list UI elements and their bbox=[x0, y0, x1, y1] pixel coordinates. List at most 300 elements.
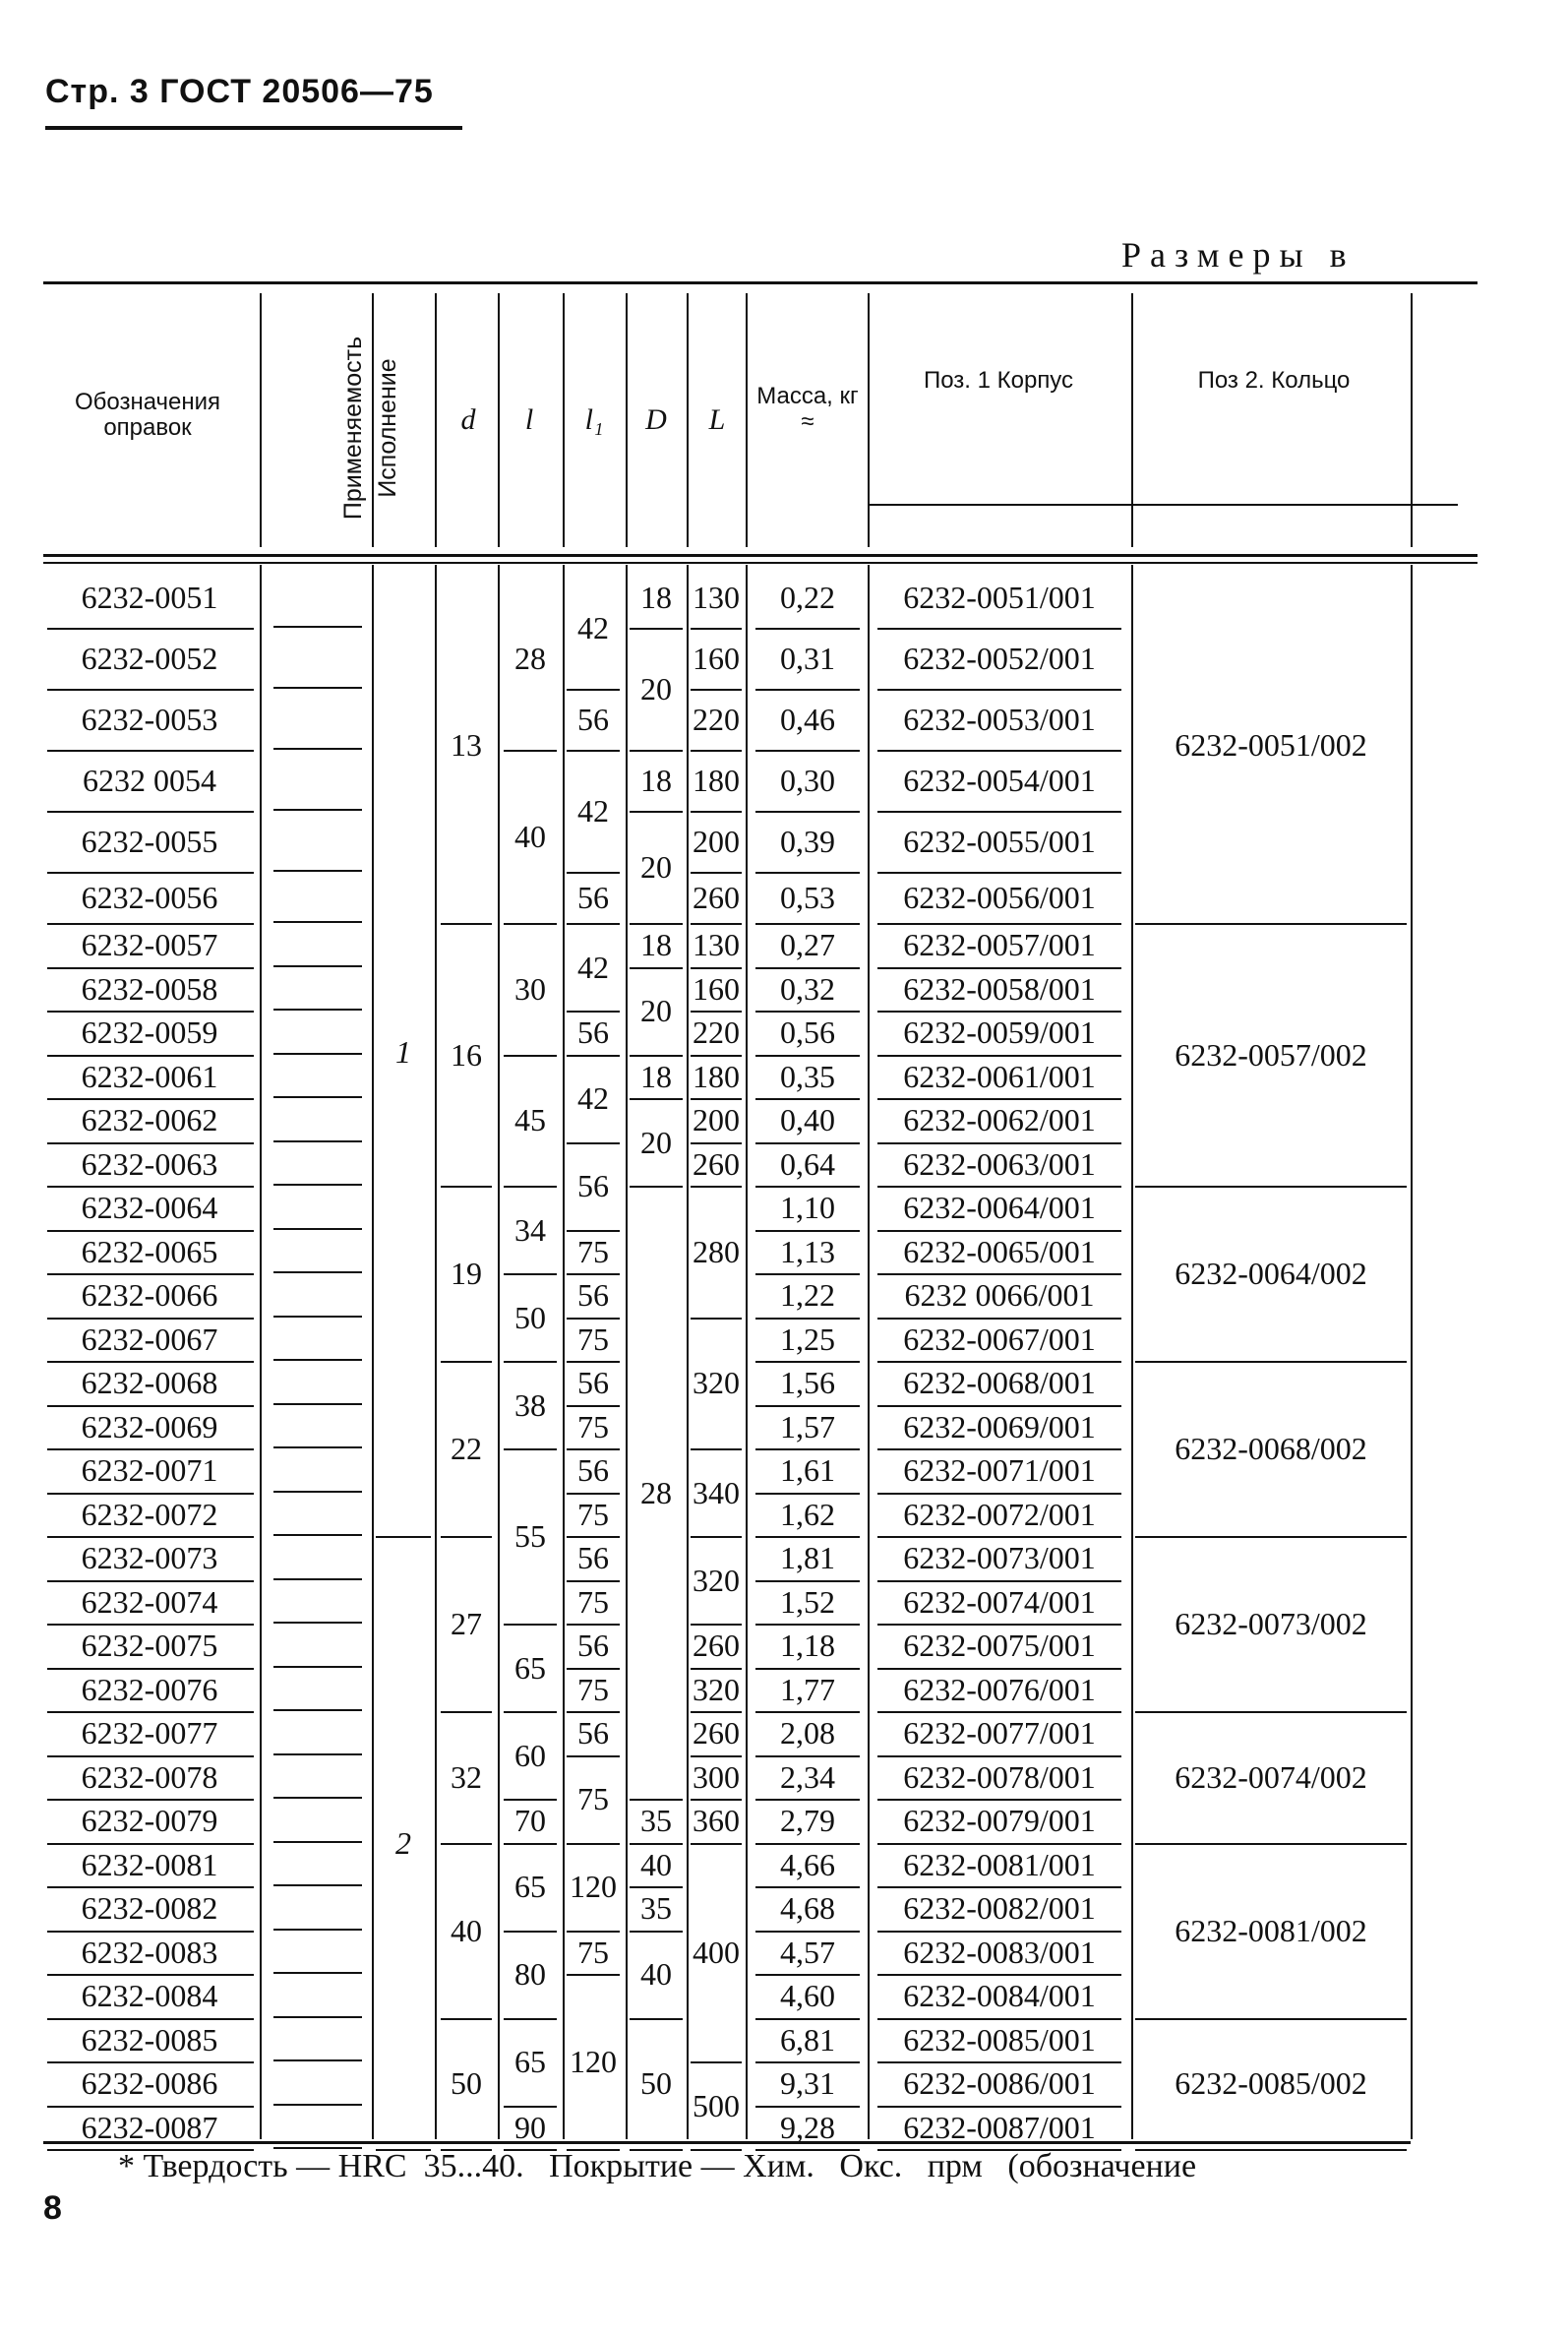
row-rule bbox=[755, 1273, 860, 1275]
col-header-applicability: Применяемость bbox=[339, 336, 367, 521]
applicability-dash bbox=[273, 1359, 362, 1361]
D-diameter-group-rule bbox=[630, 811, 683, 813]
l-cell: 40 bbox=[514, 819, 546, 854]
l-cell: 70 bbox=[514, 1803, 546, 1839]
L-length-group-rule bbox=[691, 1668, 742, 1670]
row-rule bbox=[755, 2018, 860, 2020]
mass-cell: 1,56 bbox=[780, 1365, 835, 1401]
applicability-dash bbox=[273, 1053, 362, 1055]
pos1-body-cell: 6232-0086/001 bbox=[903, 2065, 1096, 2102]
d-cell: 40 bbox=[451, 1912, 482, 1948]
L-length-group-rule bbox=[691, 1011, 742, 1013]
l1-group-rule bbox=[567, 1624, 620, 1626]
column-rule bbox=[746, 565, 748, 2139]
row-rule bbox=[877, 1098, 1121, 1100]
pos1-body-cell: 6232-0063/001 bbox=[903, 1145, 1096, 1182]
l-group-rule bbox=[504, 923, 557, 925]
row-rule bbox=[877, 1931, 1121, 1933]
mass-cell: 0,64 bbox=[780, 1145, 835, 1182]
L-length-cell: 260 bbox=[693, 1715, 740, 1751]
pos1-body-cell: 6232-0062/001 bbox=[903, 1102, 1096, 1138]
mass-cell: 0,22 bbox=[780, 580, 835, 615]
row-rule bbox=[877, 689, 1121, 691]
designation-cell: 6232-0062 bbox=[81, 1102, 218, 1138]
l-group-rule bbox=[504, 1799, 557, 1801]
designation-cell: 6232-0058 bbox=[81, 970, 218, 1007]
header-column-rule bbox=[260, 293, 262, 547]
applicability-dash bbox=[273, 1184, 362, 1186]
l1-cell: 56 bbox=[577, 1540, 609, 1576]
l1-group-rule bbox=[567, 1931, 620, 1933]
mass-cell: 1,22 bbox=[780, 1277, 835, 1314]
mass-cell: 9,28 bbox=[780, 2109, 835, 2145]
column-rule bbox=[260, 565, 262, 2139]
l1-cell: 75 bbox=[577, 1321, 609, 1357]
applicability-dash bbox=[273, 1403, 362, 1405]
L-length-cell: 180 bbox=[693, 763, 740, 798]
row-rule bbox=[877, 1405, 1121, 1407]
L-length-cell: 500 bbox=[693, 2087, 740, 2123]
row-rule bbox=[47, 1624, 254, 1626]
row-rule bbox=[47, 1011, 254, 1013]
row-rule bbox=[877, 967, 1121, 969]
l1-group-rule bbox=[567, 1055, 620, 1057]
d-cell: 19 bbox=[451, 1256, 482, 1291]
designation-cell: 6232-0085 bbox=[81, 2021, 218, 2058]
applicability-dash bbox=[273, 626, 362, 628]
pos1-body-cell: 6232-0067/001 bbox=[903, 1321, 1096, 1357]
applicability-dash bbox=[273, 1578, 362, 1580]
l1-cell: 75 bbox=[577, 1233, 609, 1269]
L-length-cell: 160 bbox=[693, 641, 740, 676]
row-rule bbox=[877, 872, 1121, 874]
row-rule bbox=[47, 1668, 254, 1670]
column-rule bbox=[435, 565, 437, 2139]
L-length-cell: 280 bbox=[693, 1233, 740, 1269]
pos2-cell: 6232-0064/002 bbox=[1175, 1256, 1367, 1291]
mass-cell: 2,79 bbox=[780, 1803, 835, 1839]
L-length-cell: 300 bbox=[693, 1758, 740, 1795]
L-length-group-rule bbox=[691, 2061, 742, 2063]
L-length-group-rule bbox=[691, 1318, 742, 1320]
mass-cell: 1,57 bbox=[780, 1408, 835, 1444]
pos1-body-cell: 6232-0064/001 bbox=[903, 1190, 1096, 1226]
row-rule bbox=[755, 923, 860, 925]
L-length-group-rule bbox=[691, 1711, 742, 1713]
row-rule bbox=[47, 628, 254, 630]
row-rule bbox=[755, 1448, 860, 1450]
col-header-version: Исполнение bbox=[374, 358, 401, 498]
l1-group-rule bbox=[567, 1493, 620, 1495]
designation-cell: 6232-0077 bbox=[81, 1715, 218, 1751]
D-diameter-group-rule bbox=[630, 1098, 683, 1100]
row-rule bbox=[877, 2061, 1121, 2063]
L-length-cell: 260 bbox=[693, 880, 740, 915]
row-rule bbox=[877, 1011, 1121, 1013]
designation-cell: 6232-0084 bbox=[81, 1978, 218, 2014]
row-rule bbox=[755, 1931, 860, 1933]
pos1-body-cell: 6232-0073/001 bbox=[903, 1540, 1096, 1576]
L-length-cell: 400 bbox=[693, 1934, 740, 1970]
row-rule bbox=[755, 628, 860, 630]
L-length-cell: 180 bbox=[693, 1058, 740, 1094]
l1-cell: 75 bbox=[577, 1671, 609, 1707]
l-cell: 38 bbox=[514, 1386, 546, 1423]
designation-cell: 6232-0066 bbox=[81, 1277, 218, 1314]
row-rule bbox=[755, 1493, 860, 1495]
footnote: * Твердость — HRC 35...40. Покрытие — Хим. Окс. прм (обозначение bbox=[118, 2148, 1197, 2184]
l-cell: 65 bbox=[514, 2044, 546, 2079]
row-rule bbox=[877, 1230, 1121, 1232]
L-length-group-rule bbox=[691, 1055, 742, 1057]
applicability-dash bbox=[273, 1666, 362, 1668]
designation-cell: 6232-0086 bbox=[81, 2065, 218, 2102]
pos2-group-rule bbox=[1135, 1843, 1407, 1845]
d-group-rule bbox=[441, 1711, 492, 1713]
pos1-body-cell: 6232-0056/001 bbox=[903, 880, 1096, 915]
L-length-cell: 260 bbox=[693, 1145, 740, 1182]
row-rule bbox=[755, 750, 860, 752]
row-rule bbox=[877, 1711, 1121, 1713]
applicability-dash bbox=[273, 870, 362, 872]
l1-group-rule bbox=[567, 1318, 620, 1320]
column-rule bbox=[1411, 565, 1413, 2139]
D-diameter-cell: 50 bbox=[640, 2065, 672, 2102]
position-header-rule bbox=[868, 504, 1458, 506]
mass-cell: 0,32 bbox=[780, 970, 835, 1007]
designation-cell: 6232-0067 bbox=[81, 1321, 218, 1357]
L-length-group-rule bbox=[691, 967, 742, 969]
l-cell: 65 bbox=[514, 1649, 546, 1686]
col-header-l: l bbox=[524, 403, 534, 436]
D-diameter-cell: 20 bbox=[640, 993, 672, 1028]
pos1-body-cell: 6232-0068/001 bbox=[903, 1365, 1096, 1401]
applicability-dash bbox=[273, 1228, 362, 1230]
l1-group-rule bbox=[567, 1974, 620, 1976]
pos1-body-cell: 6232-0083/001 bbox=[903, 1934, 1096, 1970]
row-rule bbox=[877, 1536, 1121, 1538]
L-length-group-rule bbox=[691, 1624, 742, 1626]
l1-cell: 42 bbox=[577, 793, 609, 829]
row-rule bbox=[47, 1405, 254, 1407]
pos1-body-cell: 6232-0085/001 bbox=[903, 2021, 1096, 2058]
l1-group-rule bbox=[567, 923, 620, 925]
col-header-L: L bbox=[708, 403, 726, 436]
L-length-cell: 360 bbox=[693, 1803, 740, 1839]
l-cell: 65 bbox=[514, 1869, 546, 1904]
col-header-mass: Масса, кг ≈ bbox=[756, 383, 859, 435]
l-group-rule bbox=[504, 1931, 557, 1933]
row-rule bbox=[877, 1580, 1121, 1582]
d-group-rule bbox=[441, 923, 492, 925]
header-column-rule bbox=[498, 293, 500, 547]
row-rule bbox=[877, 2106, 1121, 2108]
row-rule bbox=[47, 1580, 254, 1582]
L-length-group-rule bbox=[691, 1536, 742, 1538]
L-length-group-rule bbox=[691, 1843, 742, 1845]
l-cell: 80 bbox=[514, 1956, 546, 1992]
pos1-body-cell: 6232-0061/001 bbox=[903, 1058, 1096, 1094]
mass-cell: 0,31 bbox=[780, 641, 835, 676]
d-cell: 32 bbox=[451, 1758, 482, 1795]
designation-cell: 6232-0059 bbox=[81, 1014, 218, 1051]
l1-cell: 75 bbox=[577, 1583, 609, 1620]
mass-cell: 0,35 bbox=[780, 1058, 835, 1094]
row-rule bbox=[47, 750, 254, 752]
pos2-group-rule bbox=[1135, 1186, 1407, 1188]
pos1-body-cell: 6232-0054/001 bbox=[903, 763, 1096, 798]
D-diameter-cell: 20 bbox=[640, 849, 672, 885]
row-rule bbox=[877, 1624, 1121, 1626]
l1-group-rule bbox=[567, 1755, 620, 1757]
L-length-cell: 320 bbox=[693, 1365, 740, 1401]
d-group-rule bbox=[441, 2018, 492, 2020]
l-cell: 55 bbox=[514, 1518, 546, 1554]
D-diameter-group-rule bbox=[630, 750, 683, 752]
l1-cell: 75 bbox=[577, 1408, 609, 1444]
row-rule bbox=[47, 811, 254, 813]
row-rule bbox=[755, 1361, 860, 1363]
designation-cell: 6232-0052 bbox=[81, 641, 218, 676]
pos1-body-cell: 6232-0053/001 bbox=[903, 702, 1096, 737]
mass-cell: 1,81 bbox=[780, 1540, 835, 1576]
row-rule bbox=[47, 1142, 254, 1144]
row-rule bbox=[47, 1361, 254, 1363]
l-cell: 50 bbox=[514, 1299, 546, 1335]
designation-cell: 6232-0078 bbox=[81, 1758, 218, 1795]
D-diameter-cell: 20 bbox=[640, 1124, 672, 1160]
row-rule bbox=[47, 2018, 254, 2020]
d-group-rule bbox=[441, 1361, 492, 1363]
l-group-rule bbox=[504, 2018, 557, 2020]
D-diameter-cell: 18 bbox=[640, 763, 672, 798]
mass-cell: 4,68 bbox=[780, 1890, 835, 1927]
applicability-dash bbox=[273, 921, 362, 923]
row-rule bbox=[877, 750, 1121, 752]
row-rule bbox=[877, 2018, 1121, 2020]
col-header-l1: l₁ bbox=[584, 403, 604, 436]
l1-cell: 42 bbox=[577, 949, 609, 985]
sizes-caption: Размеры в bbox=[1121, 235, 1356, 275]
row-rule bbox=[755, 1536, 860, 1538]
designation-cell: 6232-0055 bbox=[81, 824, 218, 859]
l-cell: 30 bbox=[514, 970, 546, 1007]
row-rule bbox=[47, 1974, 254, 1976]
col-header-D: D bbox=[645, 403, 667, 436]
header-bottom-rule-2 bbox=[43, 562, 1478, 564]
designation-cell: 6232-0083 bbox=[81, 1934, 218, 1970]
l1-group-rule bbox=[567, 750, 620, 752]
l1-cell: 120 bbox=[570, 1869, 617, 1904]
mass-cell: 0,30 bbox=[780, 763, 835, 798]
applicability-dash bbox=[273, 687, 362, 689]
l-group-rule bbox=[504, 750, 557, 752]
page-header-title: Стр. 3 ГОСТ 20506—75 bbox=[45, 73, 434, 110]
pos2-cell: 6232-0051/002 bbox=[1175, 727, 1367, 763]
designation-cell: 6232-0079 bbox=[81, 1803, 218, 1839]
d-group-rule bbox=[441, 1186, 492, 1188]
pos2-group-rule bbox=[1135, 1711, 1407, 1713]
L-length-cell: 160 bbox=[693, 970, 740, 1007]
designation-cell: 6232-0087 bbox=[81, 2109, 218, 2145]
L-length-group-rule bbox=[691, 1755, 742, 1757]
l-cell: 45 bbox=[514, 1102, 546, 1138]
D-diameter-cell: 20 bbox=[640, 671, 672, 707]
row-rule bbox=[755, 1799, 860, 1801]
row-rule bbox=[755, 1580, 860, 1582]
L-length-group-rule bbox=[691, 750, 742, 752]
d-group-rule bbox=[441, 1536, 492, 1538]
l1-group-rule bbox=[567, 1536, 620, 1538]
l1-group-rule bbox=[567, 689, 620, 691]
header-column-rule bbox=[1411, 293, 1413, 547]
l-cell: 34 bbox=[514, 1211, 546, 1248]
row-rule bbox=[47, 2061, 254, 2063]
row-rule bbox=[877, 1799, 1121, 1801]
pos1-body-cell: 6232-0076/001 bbox=[903, 1671, 1096, 1707]
pos1-body-cell: 6232-0074/001 bbox=[903, 1583, 1096, 1620]
L-length-cell: 220 bbox=[693, 1014, 740, 1051]
applicability-dash bbox=[273, 965, 362, 967]
l-group-rule bbox=[504, 1843, 557, 1845]
L-length-cell: 200 bbox=[693, 1102, 740, 1138]
pos1-body-cell: 6232-0079/001 bbox=[903, 1803, 1096, 1839]
L-length-cell: 340 bbox=[693, 1474, 740, 1510]
l1-group-rule bbox=[567, 872, 620, 874]
D-diameter-cell: 40 bbox=[640, 1956, 672, 1992]
mass-cell: 0,40 bbox=[780, 1102, 835, 1138]
l1-cell: 56 bbox=[577, 1628, 609, 1664]
D-diameter-group-rule bbox=[630, 1886, 683, 1888]
D-diameter-cell: 18 bbox=[640, 927, 672, 963]
l-group-rule bbox=[504, 2106, 557, 2108]
designation-cell: 6232-0072 bbox=[81, 1496, 218, 1532]
l1-group-rule bbox=[567, 1711, 620, 1713]
header-column-rule bbox=[746, 293, 748, 547]
header-column-rule bbox=[563, 293, 565, 547]
D-diameter-cell: 40 bbox=[640, 1846, 672, 1882]
row-rule bbox=[877, 628, 1121, 630]
d-cell: 50 bbox=[451, 2065, 482, 2102]
l1-cell: 56 bbox=[577, 880, 609, 915]
l-group-rule bbox=[504, 1448, 557, 1450]
l1-cell: 75 bbox=[577, 1934, 609, 1970]
row-rule bbox=[47, 1055, 254, 1057]
L-length-cell: 320 bbox=[693, 1562, 740, 1598]
row-rule bbox=[47, 1755, 254, 1757]
d-cell: 16 bbox=[451, 1036, 482, 1073]
pos1-body-cell: 6232-0058/001 bbox=[903, 970, 1096, 1007]
pos1-body-cell: 6232-0081/001 bbox=[903, 1846, 1096, 1882]
L-length-group-rule bbox=[691, 923, 742, 925]
applicability-dash bbox=[273, 1929, 362, 1931]
header-column-rule bbox=[372, 293, 374, 547]
pos2-cell: 6232-0085/002 bbox=[1175, 2065, 1367, 2102]
mass-cell: 2,34 bbox=[780, 1758, 835, 1795]
applicability-dash bbox=[273, 1446, 362, 1448]
row-rule bbox=[47, 689, 254, 691]
l-group-rule bbox=[504, 1186, 557, 1188]
pos1-body-cell: 6232-0075/001 bbox=[903, 1628, 1096, 1664]
applicability-dash bbox=[273, 1709, 362, 1711]
pos2-group-rule bbox=[1135, 1536, 1407, 1538]
d-group-rule bbox=[441, 1843, 492, 1845]
row-rule bbox=[755, 1711, 860, 1713]
row-rule bbox=[755, 872, 860, 874]
designation-cell: 6232-0074 bbox=[81, 1583, 218, 1620]
mass-cell: 1,77 bbox=[780, 1671, 835, 1707]
pos2-cell: 6232-0057/002 bbox=[1175, 1036, 1367, 1073]
pos1-body-cell: 6232-0055/001 bbox=[903, 824, 1096, 859]
mass-cell: 9,31 bbox=[780, 2065, 835, 2102]
L-length-group-rule bbox=[691, 1448, 742, 1450]
pos1-body-cell: 6232-0072/001 bbox=[903, 1496, 1096, 1532]
l-group-rule bbox=[504, 1711, 557, 1713]
row-rule bbox=[755, 1142, 860, 1144]
designation-cell: 6232-0081 bbox=[81, 1846, 218, 1882]
l-group-rule bbox=[504, 1624, 557, 1626]
row-rule bbox=[877, 1448, 1121, 1450]
header-column-rule bbox=[626, 293, 628, 547]
pos1-body-cell: 6232-0078/001 bbox=[903, 1758, 1096, 1795]
row-rule bbox=[47, 1186, 254, 1188]
l1-cell: 75 bbox=[577, 1496, 609, 1532]
row-rule bbox=[877, 1886, 1121, 1888]
L-length-group-rule bbox=[691, 872, 742, 874]
column-rule bbox=[687, 565, 689, 2139]
row-rule bbox=[755, 1974, 860, 1976]
designation-cell: 6232-0056 bbox=[81, 880, 218, 915]
row-rule bbox=[755, 1186, 860, 1188]
d-cell: 27 bbox=[451, 1606, 482, 1641]
designation-cell: 6232-0065 bbox=[81, 1233, 218, 1269]
designation-cell: 6232-0064 bbox=[81, 1190, 218, 1226]
header-column-rule bbox=[687, 293, 689, 547]
l1-group-rule bbox=[567, 1273, 620, 1275]
d-cell: 13 bbox=[451, 727, 482, 763]
row-rule bbox=[47, 1098, 254, 1100]
pos1-body-cell: 6232-0071/001 bbox=[903, 1452, 1096, 1489]
pos2-group-rule bbox=[1135, 1361, 1407, 1363]
L-length-group-rule bbox=[691, 1799, 742, 1801]
mass-cell: 0,39 bbox=[780, 824, 835, 859]
L-length-group-rule bbox=[691, 689, 742, 691]
mass-cell: 1,52 bbox=[780, 1583, 835, 1620]
header-bottom-rule bbox=[43, 554, 1478, 557]
mass-cell: 1,10 bbox=[780, 1190, 835, 1226]
pos2-cell: 6232-0068/002 bbox=[1175, 1431, 1367, 1466]
col-header-designation: Обозначения оправок bbox=[74, 389, 221, 441]
designation-cell: 6232-0068 bbox=[81, 1365, 218, 1401]
L-length-cell: 260 bbox=[693, 1628, 740, 1664]
table-top-rule bbox=[43, 281, 1478, 284]
l1-group-rule bbox=[567, 1448, 620, 1450]
designation-cell: 6232-0073 bbox=[81, 1540, 218, 1576]
L-length-group-rule bbox=[691, 1142, 742, 1144]
L-length-cell: 130 bbox=[693, 927, 740, 963]
applicability-dash bbox=[273, 1491, 362, 1493]
row-rule bbox=[877, 1755, 1121, 1757]
row-rule bbox=[877, 1142, 1121, 1144]
row-rule bbox=[755, 1230, 860, 1232]
l1-cell: 56 bbox=[577, 1014, 609, 1051]
row-rule bbox=[47, 1536, 254, 1538]
l1-cell: 75 bbox=[577, 1781, 609, 1816]
applicability-dash bbox=[273, 1797, 362, 1799]
row-rule bbox=[47, 1493, 254, 1495]
mass-cell: 0,27 bbox=[780, 927, 835, 963]
row-rule bbox=[755, 2106, 860, 2108]
